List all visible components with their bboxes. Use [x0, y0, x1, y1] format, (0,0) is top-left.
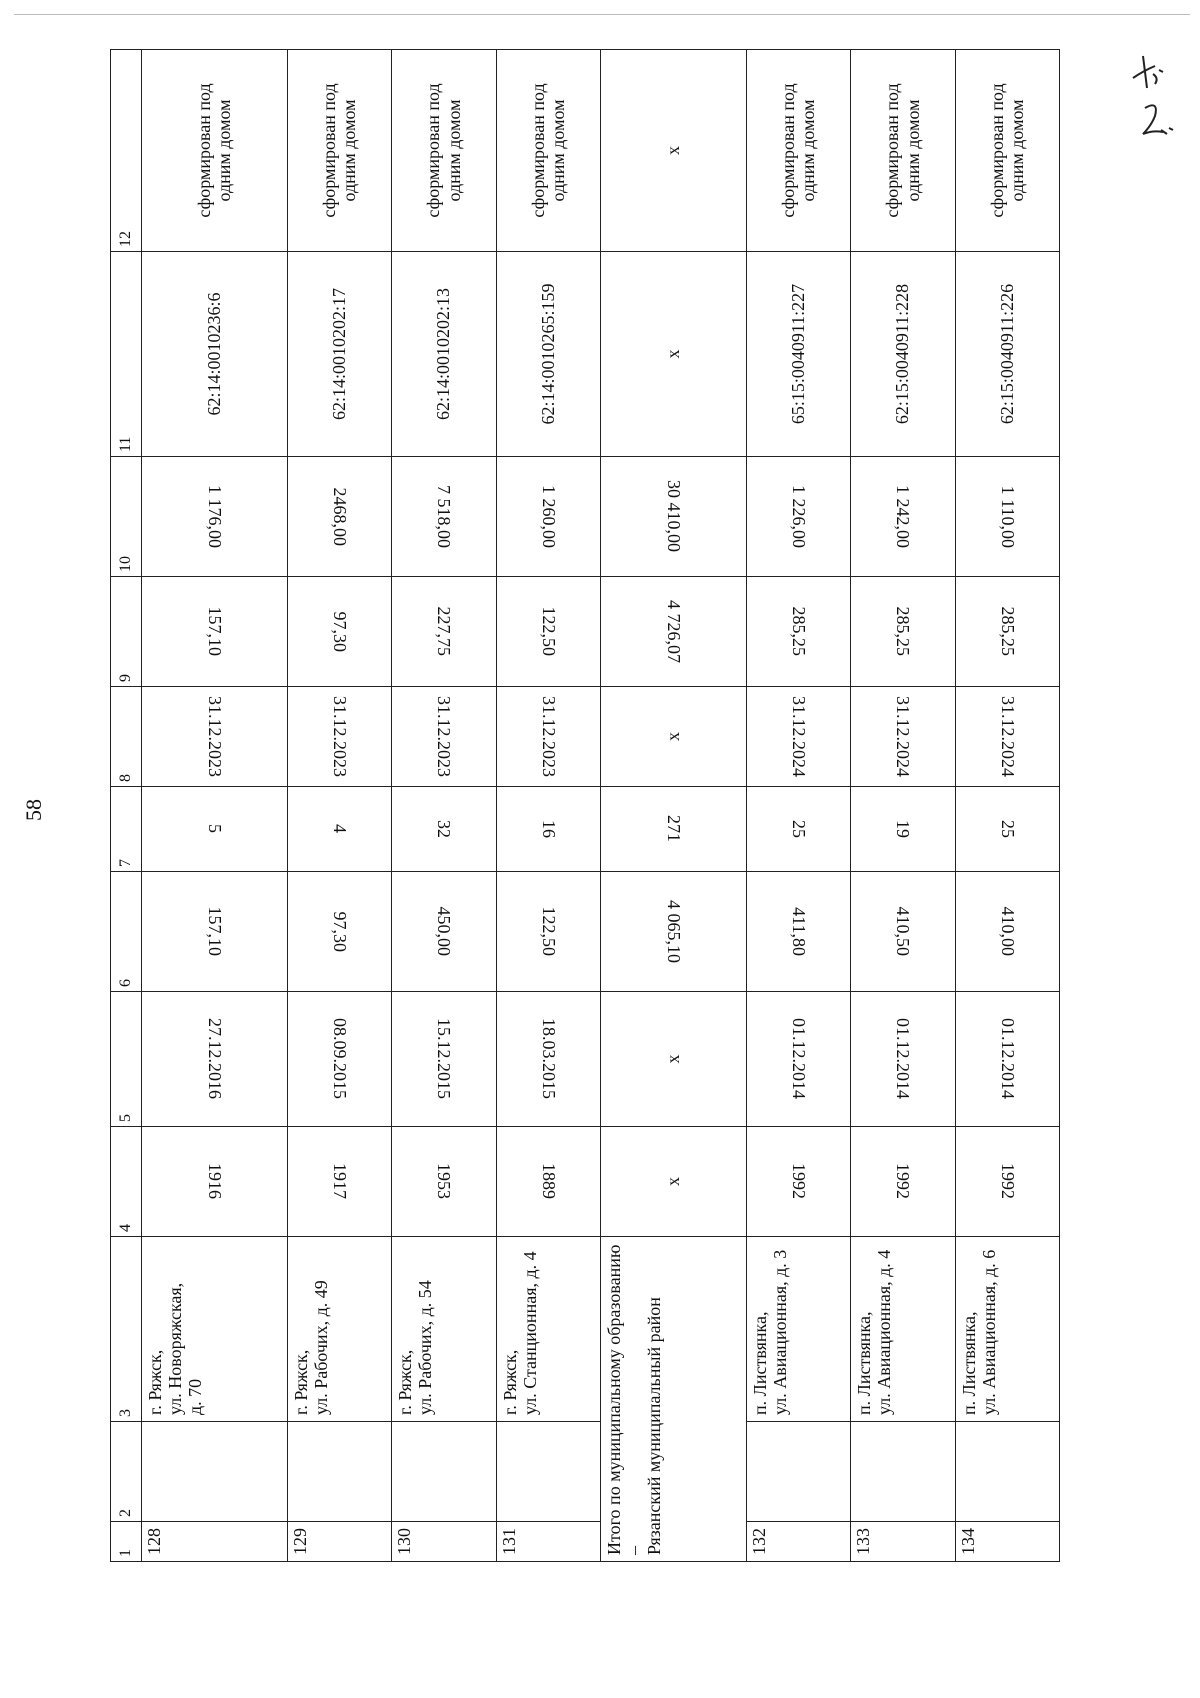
cell-col2 — [392, 1422, 496, 1522]
address-cell: п. Листвянка, ул. Авиационная, д. 4 — [851, 1237, 955, 1422]
col-number: 1 — [111, 1522, 142, 1562]
handwritten-initials — [1125, 48, 1195, 168]
note-cell: сформирован под одним домом — [496, 50, 600, 252]
cadastral-cell: х — [600, 252, 746, 457]
col-number: 10 — [111, 457, 142, 577]
table-row — [955, 50, 1060, 1562]
cell-col2 — [851, 1422, 955, 1522]
area2-cell: 97,30 — [287, 577, 391, 687]
cadastral-cell: 65:15:0040911:227 — [746, 252, 850, 457]
count-cell: 19 — [851, 787, 955, 872]
total-label: Итого по муниципальному образованию – Рязанский муниципальный район — [600, 1237, 746, 1562]
cost-cell: 7 518,00 — [392, 457, 496, 577]
col-number: 7 — [111, 787, 142, 872]
row-number: 131 — [496, 1522, 600, 1562]
cost-cell: 1 176,00 — [142, 457, 288, 577]
deadline-cell: х — [600, 687, 746, 787]
count-cell: 4 — [287, 787, 391, 872]
area-cell: 122,50 — [496, 872, 600, 992]
note-cell: сформирован под одним домом — [746, 50, 850, 252]
row-number: 133 — [851, 1522, 955, 1562]
deadline-cell: 31.12.2024 — [955, 687, 1060, 787]
date-cell: 27.12.2016 — [142, 992, 288, 1127]
cadastral-cell: 62:14:0010202:17 — [287, 252, 391, 457]
row-number: 134 — [955, 1522, 1060, 1562]
area2-cell: 4 726,07 — [600, 577, 746, 687]
note-cell: сформирован под одним домом — [287, 50, 391, 252]
date-cell: 08.09.2015 — [287, 992, 391, 1127]
date-cell: 01.12.2014 — [746, 992, 850, 1127]
cadastral-cell: 62:15:0040911:226 — [955, 252, 1060, 457]
year-cell: 1916 — [142, 1127, 288, 1237]
cell-col2 — [496, 1422, 600, 1522]
col-number: 3 — [111, 1237, 142, 1422]
row-number: 132 — [746, 1522, 850, 1562]
cadastral-cell: 62:15:0040911:228 — [851, 252, 955, 457]
row-number: 130 — [392, 1522, 496, 1562]
cost-cell: 1 110,00 — [955, 457, 1060, 577]
col-number: 9 — [111, 577, 142, 687]
table-row — [851, 50, 955, 1562]
deadline-cell: 31.12.2024 — [746, 687, 850, 787]
year-cell: 1992 — [746, 1127, 850, 1237]
cell-col2 — [287, 1422, 391, 1522]
col-number: 4 — [111, 1127, 142, 1237]
row-number: 128 — [142, 1522, 288, 1562]
cost-cell: 30 410,00 — [600, 457, 746, 577]
address-cell: г. Ряжск, ул. Новоряжская, д. 70 — [142, 1237, 288, 1422]
area2-cell: 285,25 — [955, 577, 1060, 687]
table-row — [496, 50, 600, 1562]
cell-col2 — [746, 1422, 850, 1522]
note-cell: сформирован под одним домом — [142, 50, 288, 252]
table-row — [142, 50, 288, 1562]
total-row — [600, 50, 746, 1562]
year-cell: 1992 — [955, 1127, 1060, 1237]
date-cell: 18.03.2015 — [496, 992, 600, 1127]
address-cell: г. Ряжск, ул. Станционная, д. 4 — [496, 1237, 600, 1422]
area2-cell: 122,50 — [496, 577, 600, 687]
deadline-cell: 31.12.2023 — [142, 687, 288, 787]
area-cell: 410,00 — [955, 872, 1060, 992]
cadastral-cell: 62:14:0010236:6 — [142, 252, 288, 457]
note-cell: сформирован под одним домом — [851, 50, 955, 252]
col-number: 12 — [111, 50, 142, 252]
col-number: 8 — [111, 687, 142, 787]
count-cell: 32 — [392, 787, 496, 872]
date-cell: 01.12.2014 — [955, 992, 1060, 1127]
note-cell: сформирован под одним домом — [955, 50, 1060, 252]
deadline-cell: 31.12.2024 — [851, 687, 955, 787]
address-cell: п. Листвянка, ул. Авиационная, д. 6 — [955, 1237, 1060, 1422]
count-cell: 25 — [746, 787, 850, 872]
row-number: 129 — [287, 1522, 391, 1562]
address-cell: г. Ряжск, ул. Рабочих, д. 54 — [392, 1237, 496, 1422]
year-cell: 1917 — [287, 1127, 391, 1237]
table-row — [746, 50, 850, 1562]
address-cell: г. Ряжск, ул. Рабочих, д. 49 — [287, 1237, 391, 1422]
area-cell: 450,00 — [392, 872, 496, 992]
date-cell: 01.12.2014 — [851, 992, 955, 1127]
cadastral-cell: 62:14:0010265:159 — [496, 252, 600, 457]
date-cell: х — [600, 992, 746, 1127]
area-cell: 97,30 — [287, 872, 391, 992]
deadline-cell: 31.12.2023 — [287, 687, 391, 787]
deadline-cell: 31.12.2023 — [496, 687, 600, 787]
scan-edge-line — [14, 14, 1190, 15]
area2-cell: 285,25 — [851, 577, 955, 687]
year-cell: 1953 — [392, 1127, 496, 1237]
col-number: 11 — [111, 252, 142, 457]
area-cell: 157,10 — [142, 872, 288, 992]
count-cell: 25 — [955, 787, 1060, 872]
cost-cell: 2468,00 — [287, 457, 391, 577]
year-cell: 1889 — [496, 1127, 600, 1237]
col-number: 5 — [111, 992, 142, 1127]
area2-cell: 285,25 — [746, 577, 850, 687]
rotated-table-wrapper — [110, 50, 1060, 1562]
cell-col2 — [955, 1422, 1060, 1522]
area-cell: 4 065,10 — [600, 872, 746, 992]
column-number-row — [111, 50, 142, 1562]
cost-cell: 1 242,00 — [851, 457, 955, 577]
cell-col2 — [142, 1422, 288, 1522]
count-cell: 271 — [600, 787, 746, 872]
date-cell: 15.12.2015 — [392, 992, 496, 1127]
deadline-cell: 31.12.2023 — [392, 687, 496, 787]
year-cell: 1992 — [851, 1127, 955, 1237]
area2-cell: 157,10 — [142, 577, 288, 687]
year-cell: х — [600, 1127, 746, 1237]
cost-cell: 1 260,00 — [496, 457, 600, 577]
table-row — [287, 50, 391, 1562]
col-number: 2 — [111, 1422, 142, 1522]
area2-cell: 227,75 — [392, 577, 496, 687]
cost-cell: 1 226,00 — [746, 457, 850, 577]
cadastral-cell: 62:14:0010202:13 — [392, 252, 496, 457]
count-cell: 5 — [142, 787, 288, 872]
count-cell: 16 — [496, 787, 600, 872]
area-cell: 410,50 — [851, 872, 955, 992]
table-row — [392, 50, 496, 1562]
area-cell: 411,80 — [746, 872, 850, 992]
page-number: 58 — [21, 799, 46, 821]
note-cell: сформирован под одним домом — [392, 50, 496, 252]
housing-table — [110, 49, 1060, 1562]
address-cell: п. Листвянка, ул. Авиационная, д. 3 — [746, 1237, 850, 1422]
note-cell: х — [600, 50, 746, 252]
col-number: 6 — [111, 872, 142, 992]
